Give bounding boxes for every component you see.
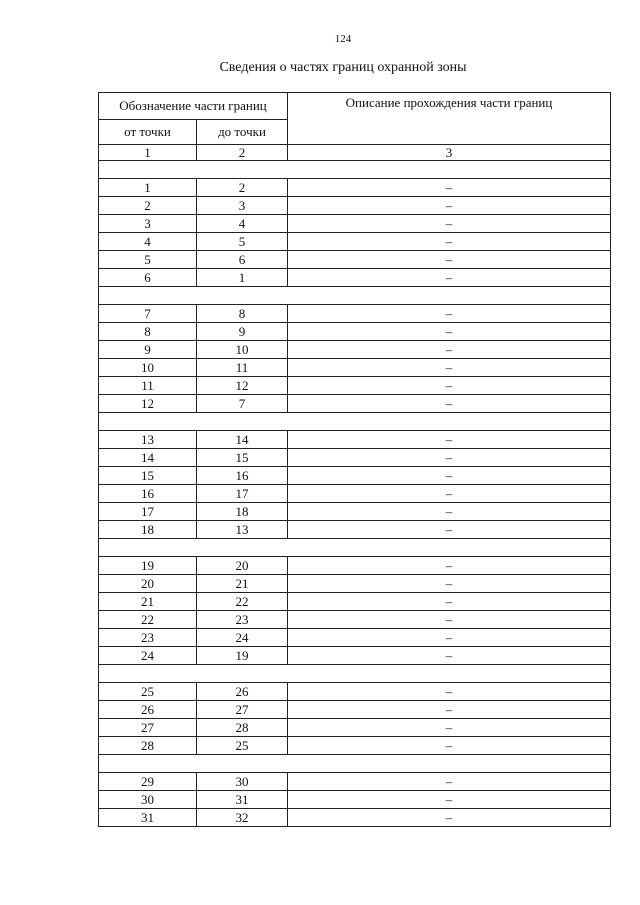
description-cell: – (288, 683, 611, 701)
column-number-cell: 1 (99, 145, 197, 161)
header-from-point: от точки (99, 120, 197, 145)
from-point-cell: 2 (99, 197, 197, 215)
to-point-cell: 26 (197, 683, 288, 701)
description-cell: – (288, 341, 611, 359)
table-row (99, 323, 611, 341)
table-row (99, 809, 611, 827)
from-point-cell: 1 (99, 179, 197, 197)
from-point-cell: 13 (99, 431, 197, 449)
table-row (99, 197, 611, 215)
from-point-cell: 22 (99, 611, 197, 629)
from-point-cell: 29 (99, 773, 197, 791)
group-separator-row (99, 755, 611, 773)
from-point-cell: 25 (99, 683, 197, 701)
description-cell: – (288, 773, 611, 791)
from-point-cell: 30 (99, 791, 197, 809)
to-point-cell: 6 (197, 251, 288, 269)
description-cell: – (288, 323, 611, 341)
from-point-cell: 24 (99, 647, 197, 665)
group-separator-row (99, 161, 611, 179)
from-point-cell: 4 (99, 233, 197, 251)
from-point-cell: 7 (99, 305, 197, 323)
group-separator-row (99, 539, 611, 557)
description-cell: – (288, 251, 611, 269)
from-point-cell: 23 (99, 629, 197, 647)
from-point-cell: 9 (99, 341, 197, 359)
to-point-cell: 14 (197, 431, 288, 449)
from-point-cell: 19 (99, 557, 197, 575)
description-cell: – (288, 521, 611, 539)
description-cell: – (288, 467, 611, 485)
table-row (99, 233, 611, 251)
description-cell: – (288, 305, 611, 323)
to-point-cell: 32 (197, 809, 288, 827)
table-row (99, 377, 611, 395)
header-boundary-designation: Обозначение части границ (99, 93, 288, 120)
from-point-cell: 17 (99, 503, 197, 521)
to-point-cell: 1 (197, 269, 288, 287)
to-point-cell: 24 (197, 629, 288, 647)
description-cell: – (288, 179, 611, 197)
table-row (99, 737, 611, 755)
to-point-cell: 28 (197, 719, 288, 737)
table-row (99, 467, 611, 485)
to-point-cell: 22 (197, 593, 288, 611)
description-cell: – (288, 269, 611, 287)
description-cell: – (288, 809, 611, 827)
from-point-cell: 18 (99, 521, 197, 539)
from-point-cell: 11 (99, 377, 197, 395)
to-point-cell: 27 (197, 701, 288, 719)
from-point-cell: 12 (99, 395, 197, 413)
table-row (99, 647, 611, 665)
group-separator-cell (99, 539, 611, 557)
to-point-cell: 3 (197, 197, 288, 215)
to-point-cell: 12 (197, 377, 288, 395)
description-cell: – (288, 431, 611, 449)
description-cell: – (288, 377, 611, 395)
table-row (99, 521, 611, 539)
from-point-cell: 3 (99, 215, 197, 233)
description-cell: – (288, 629, 611, 647)
table-row (99, 485, 611, 503)
table-row (99, 395, 611, 413)
to-point-cell: 13 (197, 521, 288, 539)
to-point-cell: 5 (197, 233, 288, 251)
table-row (99, 593, 611, 611)
document-title: Сведения о частях границ охранной зоны (219, 60, 467, 75)
table-row (99, 179, 611, 197)
to-point-cell: 9 (197, 323, 288, 341)
from-point-cell: 5 (99, 251, 197, 269)
to-point-cell: 2 (197, 179, 288, 197)
header-boundary-description: Описание прохождения части границ (288, 93, 611, 145)
group-separator-cell (99, 413, 611, 431)
description-cell: – (288, 791, 611, 809)
table-row (99, 773, 611, 791)
description-cell: – (288, 449, 611, 467)
table-row (99, 359, 611, 377)
table-row (99, 431, 611, 449)
to-point-cell: 25 (197, 737, 288, 755)
table-row (99, 575, 611, 593)
table-row (99, 611, 611, 629)
description-cell: – (288, 395, 611, 413)
from-point-cell: 8 (99, 323, 197, 341)
group-separator-cell (99, 287, 611, 305)
description-cell: – (288, 215, 611, 233)
description-cell: – (288, 701, 611, 719)
to-point-cell: 23 (197, 611, 288, 629)
description-cell: – (288, 557, 611, 575)
group-separator-row (99, 287, 611, 305)
description-cell: – (288, 593, 611, 611)
table-row (99, 683, 611, 701)
to-point-cell: 17 (197, 485, 288, 503)
from-point-cell: 10 (99, 359, 197, 377)
to-point-cell: 11 (197, 359, 288, 377)
table-row (99, 791, 611, 809)
to-point-cell: 7 (197, 395, 288, 413)
group-separator-cell (99, 665, 611, 683)
group-separator-row (99, 665, 611, 683)
group-separator-row (99, 413, 611, 431)
table-row (99, 449, 611, 467)
to-point-cell: 30 (197, 773, 288, 791)
to-point-cell: 15 (197, 449, 288, 467)
column-number-cell: 2 (197, 145, 288, 161)
from-point-cell: 31 (99, 809, 197, 827)
table-row (99, 305, 611, 323)
table-row (99, 269, 611, 287)
description-cell: – (288, 485, 611, 503)
group-separator-cell (99, 161, 611, 179)
from-point-cell: 26 (99, 701, 197, 719)
description-cell: – (288, 359, 611, 377)
table-row (99, 341, 611, 359)
to-point-cell: 4 (197, 215, 288, 233)
from-point-cell: 16 (99, 485, 197, 503)
to-point-cell: 31 (197, 791, 288, 809)
table-row (99, 557, 611, 575)
from-point-cell: 20 (99, 575, 197, 593)
column-number-cell: 3 (288, 145, 611, 161)
table-row (99, 503, 611, 521)
description-cell: – (288, 233, 611, 251)
table-row (99, 251, 611, 269)
to-point-cell: 20 (197, 557, 288, 575)
description-cell: – (288, 737, 611, 755)
from-point-cell: 28 (99, 737, 197, 755)
boundary-parts-table (98, 92, 611, 827)
to-point-cell: 8 (197, 305, 288, 323)
to-point-cell: 10 (197, 341, 288, 359)
description-cell: – (288, 503, 611, 521)
to-point-cell: 21 (197, 575, 288, 593)
description-cell: – (288, 197, 611, 215)
to-point-cell: 16 (197, 467, 288, 485)
page-number: 124 (334, 33, 352, 45)
from-point-cell: 21 (99, 593, 197, 611)
from-point-cell: 14 (99, 449, 197, 467)
to-point-cell: 19 (197, 647, 288, 665)
table-row (99, 701, 611, 719)
description-cell: – (288, 575, 611, 593)
from-point-cell: 15 (99, 467, 197, 485)
to-point-cell: 18 (197, 503, 288, 521)
description-cell: – (288, 611, 611, 629)
from-point-cell: 6 (99, 269, 197, 287)
table-row (99, 629, 611, 647)
group-separator-cell (99, 755, 611, 773)
description-cell: – (288, 647, 611, 665)
table-row (99, 215, 611, 233)
header-to-point: до точки (197, 120, 288, 145)
table-row (99, 719, 611, 737)
from-point-cell: 27 (99, 719, 197, 737)
table-body (99, 161, 611, 827)
description-cell: – (288, 719, 611, 737)
